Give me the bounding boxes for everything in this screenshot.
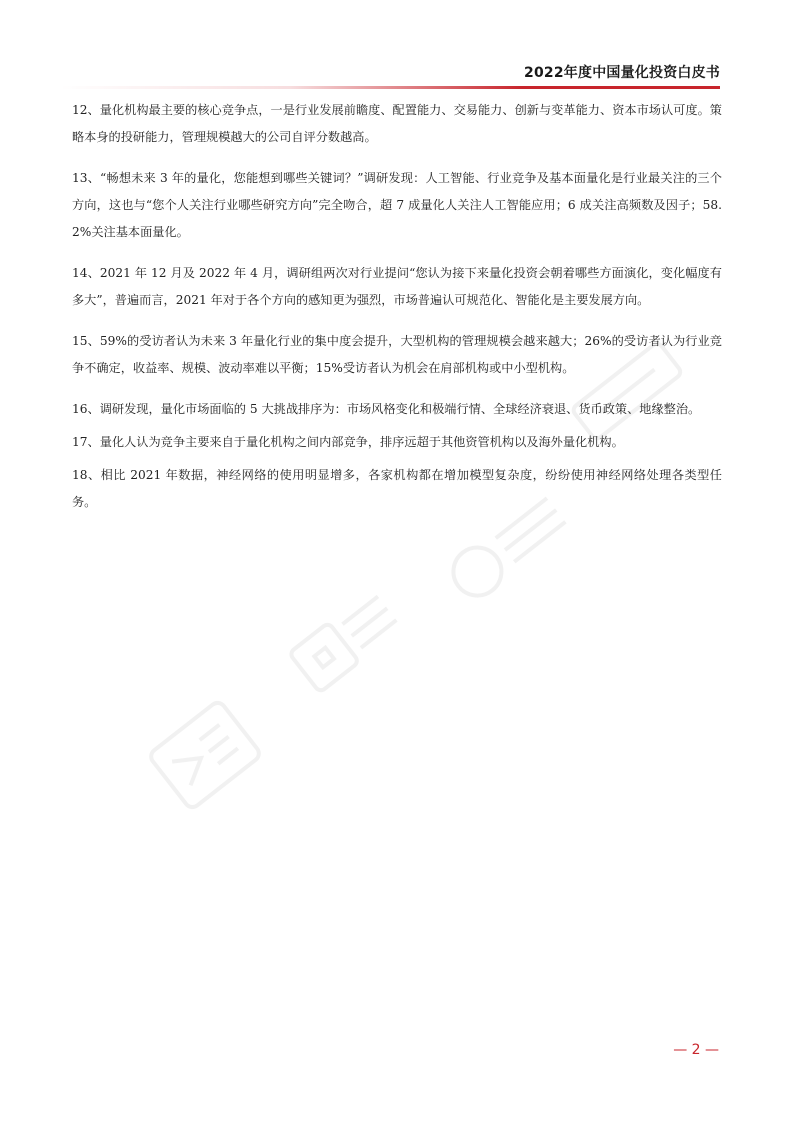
watermark-mark	[280, 580, 420, 720]
page-header	[0, 0, 793, 96]
finding-14: 14、2021 年 12 月及 2022 年 4 月，调研组两次对行业提问“您认为接下来量化投资会朝着哪些方面演化，变化幅度有多大”，普遍而言，2021 年对于各个方向的感知更为强烈，市场普遍认可规范化、智能化是主要发展方向。	[72, 266, 722, 307]
finding-17: 17、量化人认为竞争主要来自于量化机构之间内部竞争，排序远超于其他资管机构以及海外量化机构。	[72, 435, 624, 449]
header-divider	[60, 86, 720, 89]
finding-18: 18、相比 2021 年数据，神经网络的使用明显增多，各家机构都在增加模型复杂度，纷纷使用神经网络处理各类型任务。	[72, 468, 722, 509]
findings-list	[72, 97, 722, 530]
document-title: 2022年度中国量化投资白皮书	[524, 65, 720, 81]
finding-16: 16、调研发现，量化市场面临的 5 大挑战排序为：市场风格变化和极端行情、全球经济衰退、货币政策、地缘整治。	[72, 402, 701, 416]
finding-13: 13、“畅想未来 3 年的量化，您能想到哪些关键词？”调研发现：人工智能、行业竞争及基本面量化是行业最关注的三个方向，这也与“您个人关注行业哪些研究方向”完全吻合，超 7 成量化人关注人工智能应用；6 成关注高频数及因子；58.2%关注基本面量化。	[72, 171, 722, 239]
watermark-mark	[140, 690, 270, 820]
finding-12: 12、量化机构最主要的核心竞争点，一是行业发展前瞻度、配置能力、交易能力、创新与变革能力、资本市场认可度。策略本身的投研能力，管理规模越大的公司自评分数越高。	[72, 103, 722, 144]
finding-15: 15、59%的受访者认为未来 3 年量化行业的集中度会提升，大型机构的管理规模会越来越大；26%的受访者认为行业竞争不确定，收益率、规模、波动率难以平衡；15%受访者认为机会在肩部机构或中小型机构。	[72, 334, 722, 375]
page-number: — 2 —	[673, 1042, 719, 1058]
